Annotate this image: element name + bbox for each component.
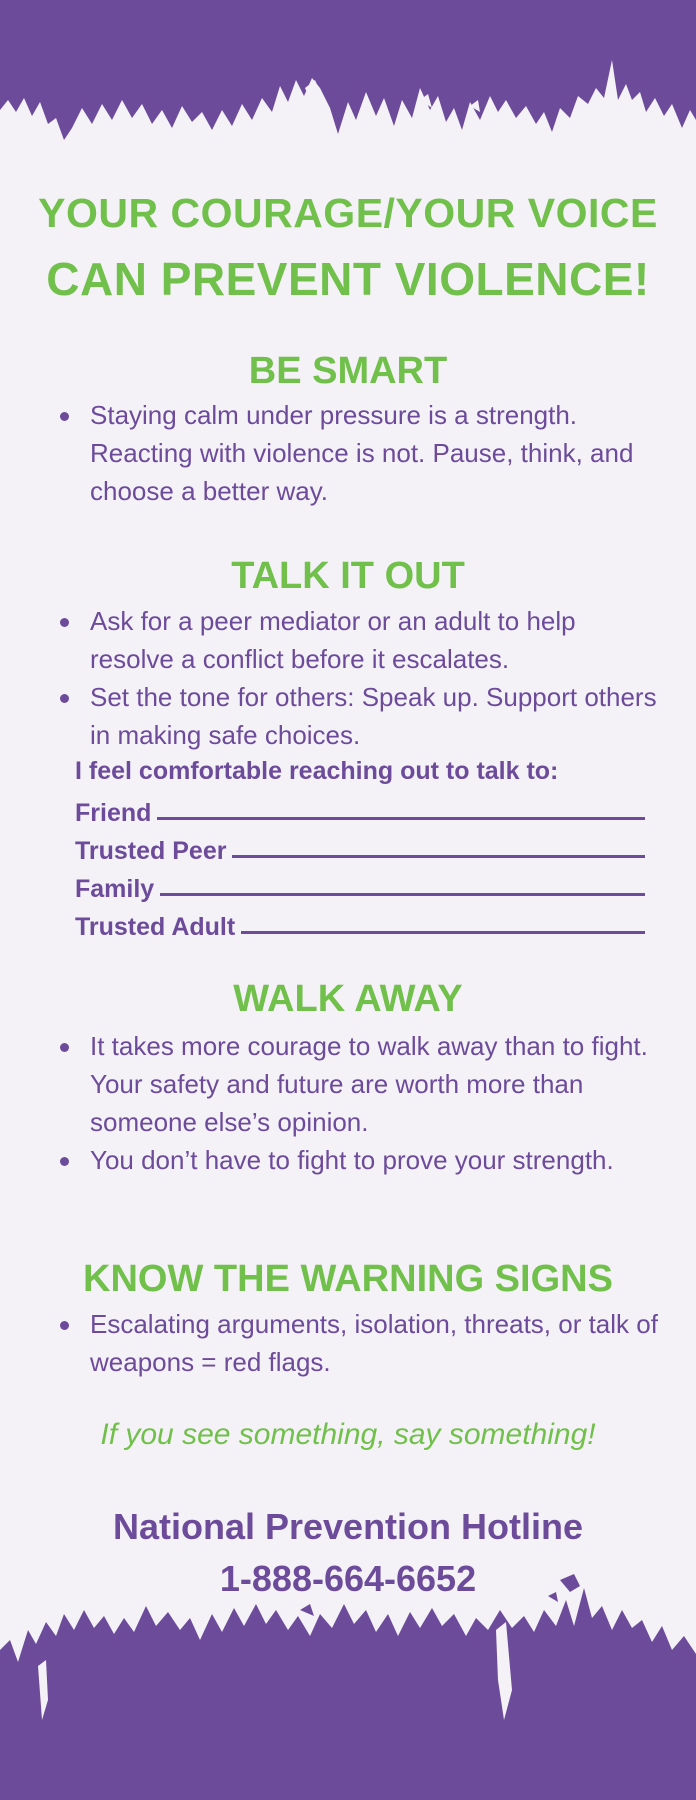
talk-to-label: Trusted Adult [75, 913, 236, 941]
section-title-talk-it-out: TALK IT OUT [231, 555, 465, 597]
list-item: Escalating arguments, isolation, threats, or talk of weapons = red flags. [60, 1305, 660, 1381]
tagline: If you see something, say something! [100, 1418, 596, 1451]
talk-to-label: Friend [75, 799, 152, 827]
talk-to-row-family [75, 866, 645, 904]
talk-to-row-trusted-adult [75, 904, 645, 942]
talk-to-row-trusted-peer [75, 828, 645, 866]
write-in-line[interactable] [232, 855, 645, 858]
headline-line-1: YOUR COURAGE/YOUR VOICE [38, 190, 658, 236]
list-item: Ask for a peer mediator or an adult to help resolve a conflict before it escalates. [60, 602, 660, 678]
section-title-warning-signs: KNOW THE WARNING SIGNS [83, 1258, 613, 1300]
section-title-walk-away: WALK AWAY [233, 978, 463, 1020]
write-in-line[interactable] [241, 931, 645, 934]
talk-to-label: Trusted Peer [75, 837, 227, 865]
talk-to-form [75, 752, 645, 942]
walk-away-bullets [60, 1027, 660, 1179]
write-in-line[interactable] [157, 817, 645, 820]
talk-it-out-bullets [60, 602, 660, 754]
talk-to-label: Family [75, 875, 155, 903]
list-item: It takes more courage to walk away than to fight. Your safety and future are worth more than someone else’s opinion. [60, 1027, 660, 1141]
talk-to-prompt: I feel comfortable reaching out to talk to: [75, 757, 559, 785]
be-smart-bullets [60, 396, 660, 510]
list-item: You don’t have to fight to prove your strength. [60, 1141, 660, 1179]
list-item: Staying calm under pressure is a strength. Reacting with violence is not. Pause, think, and choose a better way. [60, 396, 660, 510]
talk-to-row-friend [75, 790, 645, 828]
top-paint-band [0, 0, 696, 150]
headline-line-2: CAN PREVENT VIOLENCE! [46, 253, 650, 305]
section-title-be-smart: BE SMART [248, 350, 448, 392]
list-item: Set the tone for others: Speak up. Support others in making safe choices. [60, 678, 660, 754]
hotline-number[interactable]: 1-888-664-6652 [219, 1558, 477, 1599]
hotline-name: National Prevention Hotline [112, 1506, 584, 1547]
warning-signs-bullets [60, 1305, 660, 1381]
write-in-line[interactable] [160, 893, 645, 896]
bottom-paint-band [0, 1570, 696, 1800]
